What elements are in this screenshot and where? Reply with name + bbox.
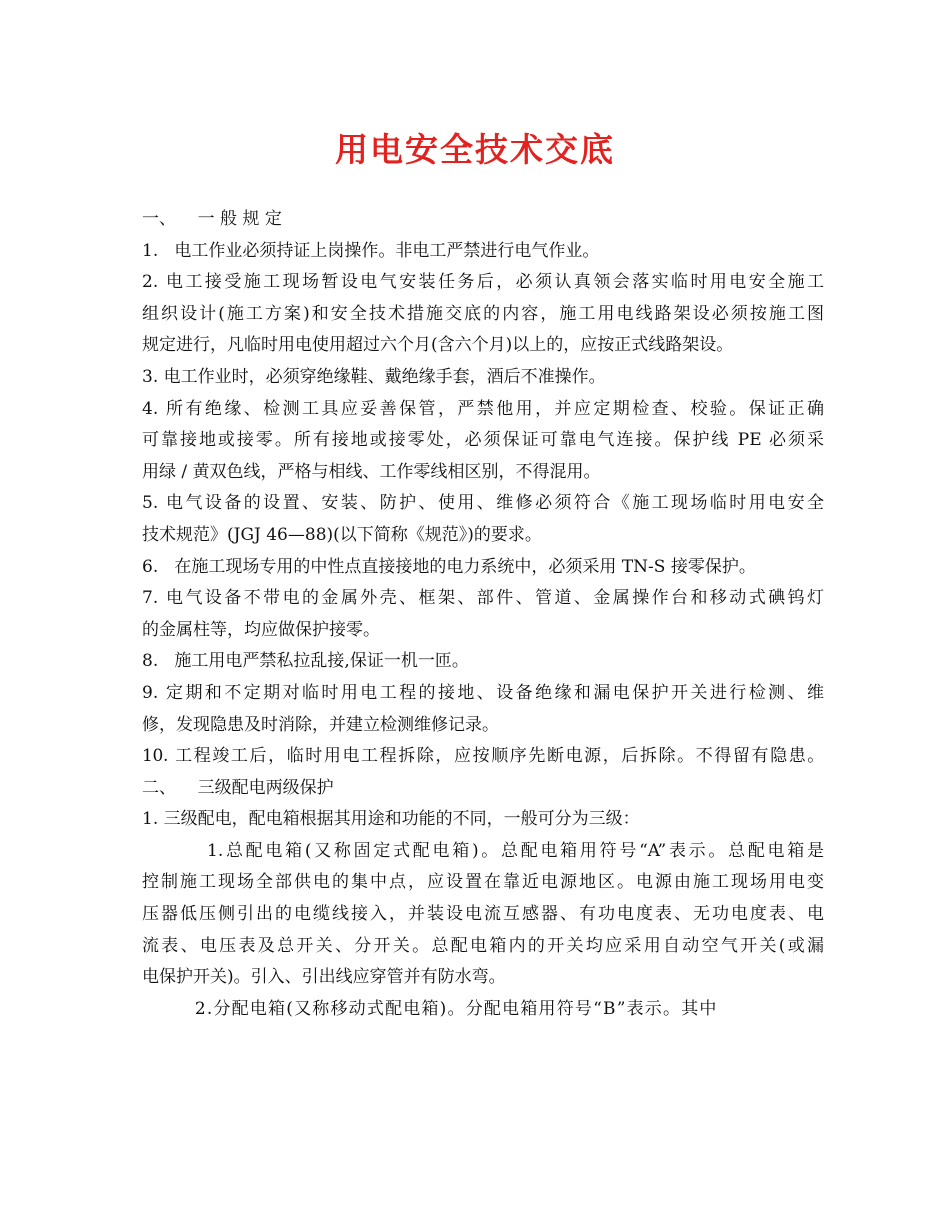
document-body <box>142 204 824 1025</box>
rule-line: 可靠接地或接零。所有接地或接零处，必须保证可靠电气连接。保护线 PE 必须采 <box>142 430 824 451</box>
paragraph-line: 2.分配电箱(又称移动式配电箱)。分配电箱用符号“B”表示。其中 <box>142 998 718 1019</box>
rule-line: 规定进行，凡临时用电使用超过六个月(含六个月)以上的，应按正式线路架设。 <box>142 335 734 356</box>
rule-line: 用绿 / 黄双色线，严格与相线、工作零线相区别，不得混用。 <box>142 461 601 482</box>
rule-line: 1. 三级配电，配电箱根据其用途和功能的不同，一般可分为三级： <box>142 809 640 830</box>
rule-line: 8. 施工用电严禁私拉乱接,保证一机一匝。 <box>142 651 469 672</box>
rule-line: 6. 在施工现场专用的中性点直接接地的电力系统中，必须采用 TN-S 接零保护。 <box>142 556 756 577</box>
rule-line: 10. 工程竣工后，临时用电工程拆除，应按顺序先断电源，后拆除。不得留有隐患。 <box>142 746 824 767</box>
rule-line: 1. 电工作业必须持证上岗操作。非电工严禁进行电气作业。 <box>142 240 600 261</box>
rule-line: 4. 所有绝缘、检测工具应妥善保管，严禁他用，并应定期检查、校验。保证正确 <box>142 398 824 419</box>
rule-line: 的金属柱等，均应做保护接零。 <box>142 619 380 640</box>
paragraph-line: 控制施工现场全部供电的集中点，应设置在靠近电源地区。电源由施工现场用电变 <box>142 872 824 893</box>
rule-line: 5. 电气设备的设置、安装、防护、使用、维修必须符合《施工现场临时用电安全 <box>142 493 824 514</box>
document-title: 用电安全技术交底 <box>335 130 615 169</box>
rule-line: 组织设计(施工方案)和安全技术措施交底的内容，施工用电线路架设必须按施工图 <box>142 303 824 324</box>
rule-line: 3. 电工作业时，必须穿绝缘鞋、戴绝缘手套，酒后不准操作。 <box>142 366 606 387</box>
rule-line: 技术规范》(JGJ 46—88)(以下简称《规范》)的要求。 <box>142 524 542 545</box>
paragraph-line: 电保护开关)。引入、引出线应穿管并有防水弯。 <box>142 967 506 988</box>
rule-line: 7. 电气设备不带电的金属外壳、框架、部件、管道、金属操作台和移动式碘钨灯 <box>142 588 824 609</box>
rule-line: 9. 定期和不定期对临时用电工程的接地、设备绝缘和漏电保护开关进行检测、维 <box>142 682 824 703</box>
rule-line: 2. 电工接受施工现场暂设电气安装任务后，必须认真领会落实临时用电安全施工 <box>142 272 824 293</box>
section-heading-three-level-distribution: 二、 三级配电两级保护 <box>142 777 334 798</box>
paragraph-line: 压器低压侧引出的电缆线接入，并装设电流互感器、有功电度表、无功电度表、电 <box>142 904 824 925</box>
section-heading-general-rules: 一、 一 般 规 定 <box>142 209 282 229</box>
rule-line: 修，发现隐患及时消除，并建立检测维修记录。 <box>142 714 499 735</box>
paragraph-line: 1.总配电箱(又称固定式配电箱)。总配电箱用符号“A”表示。总配电箱是 <box>142 840 824 861</box>
paragraph-line: 流表、电压表及总开关、分开关。总配电箱内的开关均应采用自动空气开关(或漏 <box>142 935 824 956</box>
